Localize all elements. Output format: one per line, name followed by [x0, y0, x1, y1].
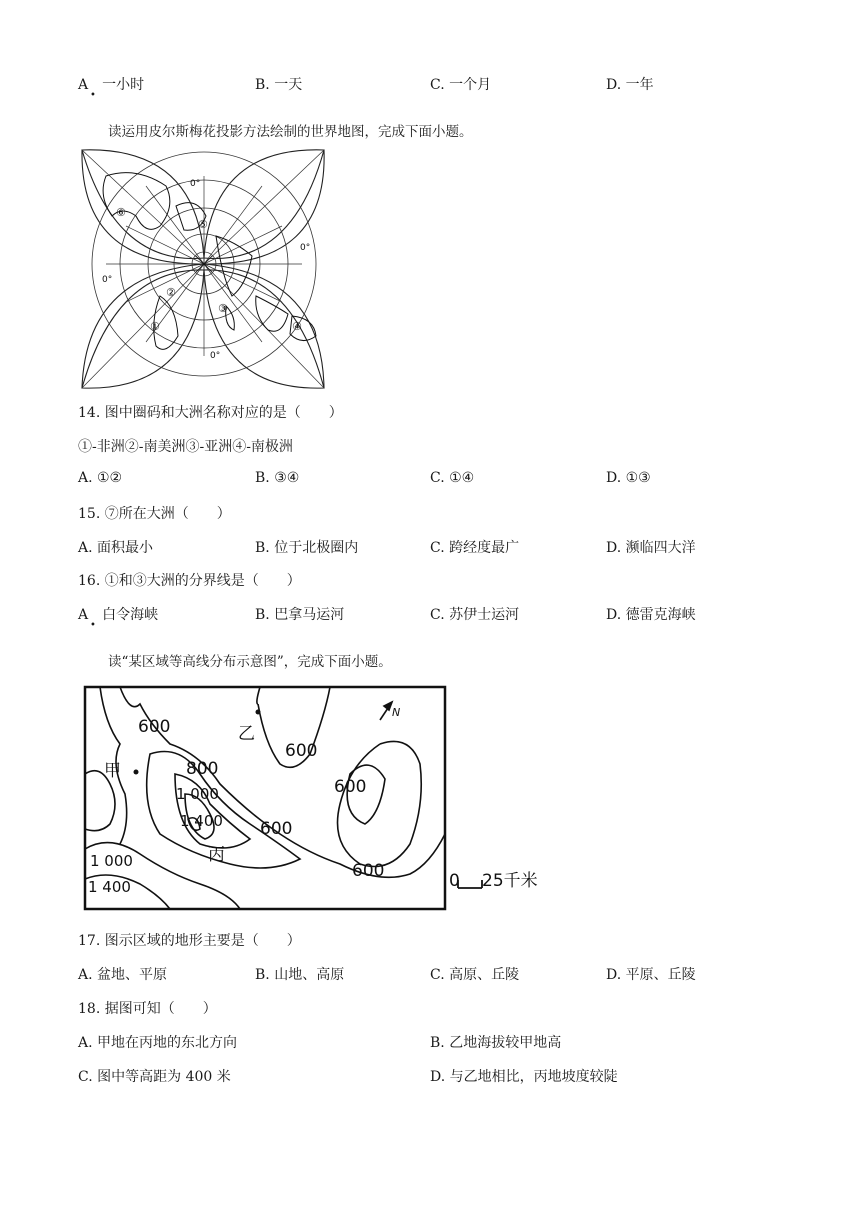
map2-label: 800 — [186, 759, 219, 779]
scale-text: 25千米 — [482, 871, 538, 891]
q17-option-b: B. 山地、高原 — [255, 967, 345, 983]
contour-map-figure — [80, 684, 560, 914]
q16-option-a: A 白令海峡 — [78, 607, 159, 623]
q13-option-a: A 一小时 — [78, 77, 145, 93]
map1-label: 0° — [102, 275, 113, 285]
dot-mark: • — [90, 620, 96, 631]
q16-stem: 16. ①和③大洲的分界线是（ ） — [78, 573, 301, 589]
map2-label: 乙 — [238, 724, 255, 744]
map2-label: N — [392, 706, 401, 719]
intro-map2: 读“某区域等高线分布示意图”，完成下面小题。 — [108, 654, 392, 670]
map1-label: 0° — [190, 179, 201, 189]
map2-label: 600 — [285, 741, 318, 761]
map1-label: ② — [166, 286, 176, 299]
map2-label: 1 000 — [176, 785, 219, 803]
q14-stem: 14. 图中圈码和大洲名称对应的是（ ） — [78, 405, 343, 421]
map2-label: 丙 — [208, 845, 225, 865]
map2-label: 600 — [260, 819, 293, 839]
map1-label: ① — [150, 320, 160, 333]
q16-option-c: C. 苏伊士运河 — [430, 607, 520, 623]
q14-option-b: B. ③④ — [255, 470, 300, 486]
q13-option-c: C. 一个月 — [430, 77, 492, 93]
map1-label: 0° — [210, 351, 221, 361]
q17-option-a: A. 盆地、平原 — [78, 967, 168, 983]
world-map-figure — [76, 146, 332, 392]
q14-option-c: C. ①④ — [430, 470, 475, 486]
scale-zero: 0 — [449, 871, 460, 891]
q18-option-c: C. 图中等高距为 400 米 — [78, 1069, 231, 1085]
q14-option-a: A. ①② — [78, 470, 123, 486]
q18-stem: 18. 据图可知（ ） — [78, 1001, 217, 1017]
map1-label: 0° — [300, 243, 311, 253]
q13-option-d: D. 一年 — [606, 77, 654, 93]
q14-option-d: D. ①③ — [606, 470, 651, 486]
map1-label: ⑤ — [198, 218, 208, 231]
map2-label: 1 000 — [90, 852, 133, 870]
dot-mark: • — [90, 90, 96, 101]
intro-map1: 读运用皮尔斯梅花投影方法绘制的世界地图，完成下面小题。 — [108, 124, 473, 140]
scale-bar — [449, 871, 538, 891]
q15-stem: 15. ⑦所在大洲（ ） — [78, 506, 231, 522]
map1-label: ④ — [292, 320, 302, 333]
q15-option-d: D. 濒临四大洋 — [606, 540, 696, 556]
map2-label: 600 — [352, 861, 385, 881]
map2-label: 1 400 — [88, 878, 131, 896]
q13-option-b: B. 一天 — [255, 77, 303, 93]
q18-option-d: D. 与乙地相比，丙地坡度较陡 — [430, 1069, 618, 1085]
q16-option-d: D. 德雷克海峡 — [606, 607, 696, 623]
q15-option-c: C. 跨经度最广 — [430, 540, 520, 556]
map2-label: 1 400 — [180, 812, 223, 830]
q17-option-d: D. 平原、丘陵 — [606, 967, 696, 983]
q16-option-b: B. 巴拿马运河 — [255, 607, 345, 623]
q14-statement: ①-非洲②-南美洲③-亚洲④-南极洲 — [78, 439, 293, 455]
map1-label: ③ — [218, 302, 228, 315]
map2-label: 600 — [334, 777, 367, 797]
q15-option-a: A. 面积最小 — [78, 540, 154, 556]
q17-option-c: C. 高原、丘陵 — [430, 967, 520, 983]
map2-label: 甲 — [104, 761, 121, 781]
q17-stem: 17. 图示区域的地形主要是（ ） — [78, 933, 301, 949]
q18-option-b: B. 乙地海拔较甲地高 — [430, 1035, 562, 1051]
map1-label: ⑥ — [116, 206, 126, 219]
q15-option-b: B. 位于北极圈内 — [255, 540, 359, 556]
q18-option-a: A. 甲地在丙地的东北方向 — [78, 1035, 238, 1051]
map2-label: 600 — [138, 717, 171, 737]
